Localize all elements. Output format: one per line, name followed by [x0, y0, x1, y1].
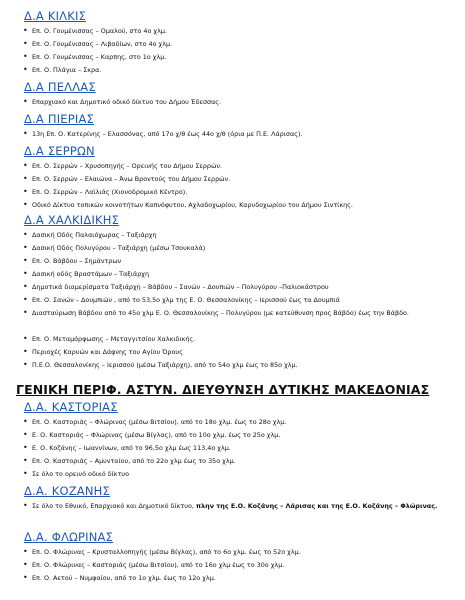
list-item: • Επ. Ο. Φλώρινας – Κρυσταλλοπηγής (μέσω Βίγλας), από το 6ο χλμ. έως το 52ο χλμ. — [23, 547, 301, 556]
list-item: • Επ. Ο. Γουμένισσας – Λιβαδίων, στο 4ο χλμ. — [23, 39, 173, 48]
list-item: • Επ. Ο. Καστοριάς – Φλώρινας (μέσω Βιτσίου), από το 18ο χλμ. έως το 28ο χλμ. — [23, 417, 287, 426]
section-title-pellas: Δ.Α ΠΕΛΛΑΣ — [24, 80, 96, 94]
list-item: • 13η Επ. Ο. Κατερίνης – Ελασσόνας, από 17ο χ/θ έως 44ο χ/θ (όρια με Π.Ε. Λάρισας). — [23, 129, 303, 138]
section-title-kastorias: Δ.Α. ΚΑΣΤΟΡΙΑΣ — [24, 400, 118, 414]
list-item: • Σε όλο το ορεινό οδικό δίκτυο — [23, 469, 130, 478]
exception-text: πλην της Ε.Ο. Κοζάνης – Λάρισας και της Ε.Ο. Κοζάνης – Φλώρινας. — [195, 502, 438, 510]
list-item: • Επ. Ο. Σερρών – Χρυσοπηγής – Ορεινής του Δήμου Σερρών. — [23, 161, 222, 170]
section-title-kilkis: Δ.Α ΚΙΛΚΙΣ — [24, 9, 87, 23]
section-title-serron: Δ.Α ΣΕΡΡΩΝ — [24, 144, 95, 158]
section-title-pierias: Δ.Α ΠΙΕΡΙΑΣ — [24, 112, 95, 126]
section-title-chalkidikis: Δ.Α ΧΑΛΚΙΔΙΚΗΣ — [24, 213, 120, 227]
list-item: • Δασική Οδός Πολυγύρου – Ταξιάρχη (μέσω Τσουκαλά) — [23, 243, 206, 252]
list-item: • Επ. Ο. Γουμένισσας – Καρπης, στο 1ο χλμ. — [23, 52, 167, 61]
directorate-title: ΓΕΝΙΚΗ ΠΕΡΙΦ. ΑΣΤΥΝ. ΔΙΕΥΘΥΝΣΗ ΔΥΤΙΚΗΣ ΜΑΚΕΔΟΝΙΑΣ — [16, 382, 430, 397]
list-item: • Επ. Ο. Πλάγια – Σκρα. — [23, 65, 102, 74]
list-item: • Δασική Οδός Παλαιόχωρας – Ταξιάρχη — [23, 230, 157, 239]
list-item: • Π.Ε.Ο. Θεσσαλονίκης – Ιερισσού (μέσω Ταξιάρχη), από το 54ο χλμ έως το 85ο χλμ. — [23, 360, 298, 369]
list-item: • Επ. Ο. Σερρών – Ελαιώνα – Άνω Βροντούς του Δήμου Σερρών. — [23, 174, 231, 183]
list-item: • Επ. Ο. Μεταμόρφωσης – Μεταγγιτσίου Χαλκιδικής. — [23, 334, 196, 343]
list-item: • Δημοτικά διαμερίσματα Ταξιάρχη – Βάβδου – Σανών – Δουπιών – Πολυγύρου –Παλιοκάστρου — [23, 282, 329, 291]
list-item: • Επ. Ο. Βάβδου – Σημάντρων — [23, 256, 122, 265]
list-item: • Ε. Ο. Καστοριάς – Φλώρινας (μέσω Βίγλας), από το 10ο χλμ. έως το 25ο χλμ. — [23, 430, 281, 439]
list-item: • Επ. Ο. Αετού – Νυμφαίου, από το 1ο χλμ. έως το 12ο χλμ. — [23, 573, 216, 582]
list-item: • Επ. Ο. Φλώρινας – Καστοριάς (μέσω Βιτσίου), από το 16ο χλμ έως το 30ο χλμ. — [23, 560, 285, 569]
list-item: • Επαρχιακό και Δημοτικό οδικό δίκτυο του Δήμου Έδεσσας. — [23, 97, 222, 106]
list-item: • Οδικό Δίκτυο τοπικών κοινοτήτων Καπνόφυτου, Αχλαδοχωρίου, Καρυδοχωρίου του Δήμου Σιντίκης. — [23, 200, 353, 209]
list-item: • Ε. Ο. Κοζάνης – Ιωαννίνων, από το 96,5ο χλμ έως 113,4ο χλμ. — [23, 443, 231, 452]
list-item: • Επ. Ο. Σανών – Δουμπιών , από το 53,5ο χλμ της Ε. Ο. Θεσσαλονίκης – Ιερισσού έως τα Δουμπιά — [23, 295, 340, 304]
list-item: • Διασταύρωση Βάβδου από το 45ο χλμ Ε. Ο. Θεσσαλονίκης – Πολυγύρου (με κατεύθυνση προς Βάβδο) έως την Βάβδο. — [23, 308, 409, 317]
list-item: • Περιοχές Καρυών και Δάφνης του Αγίου Όρους — [23, 347, 183, 356]
list-item: • Επ. Ο. Σερρών – Λαϊλιάς (Χιονοδρομικό Κέντρο). — [23, 187, 188, 196]
list-item: • Δασική οδός Βραστάμων – Ταξιάρχη — [23, 269, 150, 278]
list-item: • Επ. Ο. Καστοριάς – Αμυνταίου, από το 22ο χλμ έως το 35ο χλμ. — [23, 456, 236, 465]
section-title-florinas: Δ.Α. ΦΛΩΡΙΝΑΣ — [24, 530, 114, 544]
list-item: • Επ. Ο. Γουμένισσας – Ομαλού, στο 4ο χλμ. — [23, 26, 167, 35]
section-title-kozanis: Δ.Α. ΚΟΖΑΝΗΣ — [24, 484, 110, 498]
list-item: • Σε όλο το Εθνικό, Επαρχιακό και Δημοτικό δίκτυο, πλην της Ε.Ο. Κοζάνης – Λάρισας και της Ε.Ο. Κοζάνης – Φλώρινας. — [23, 501, 438, 510]
